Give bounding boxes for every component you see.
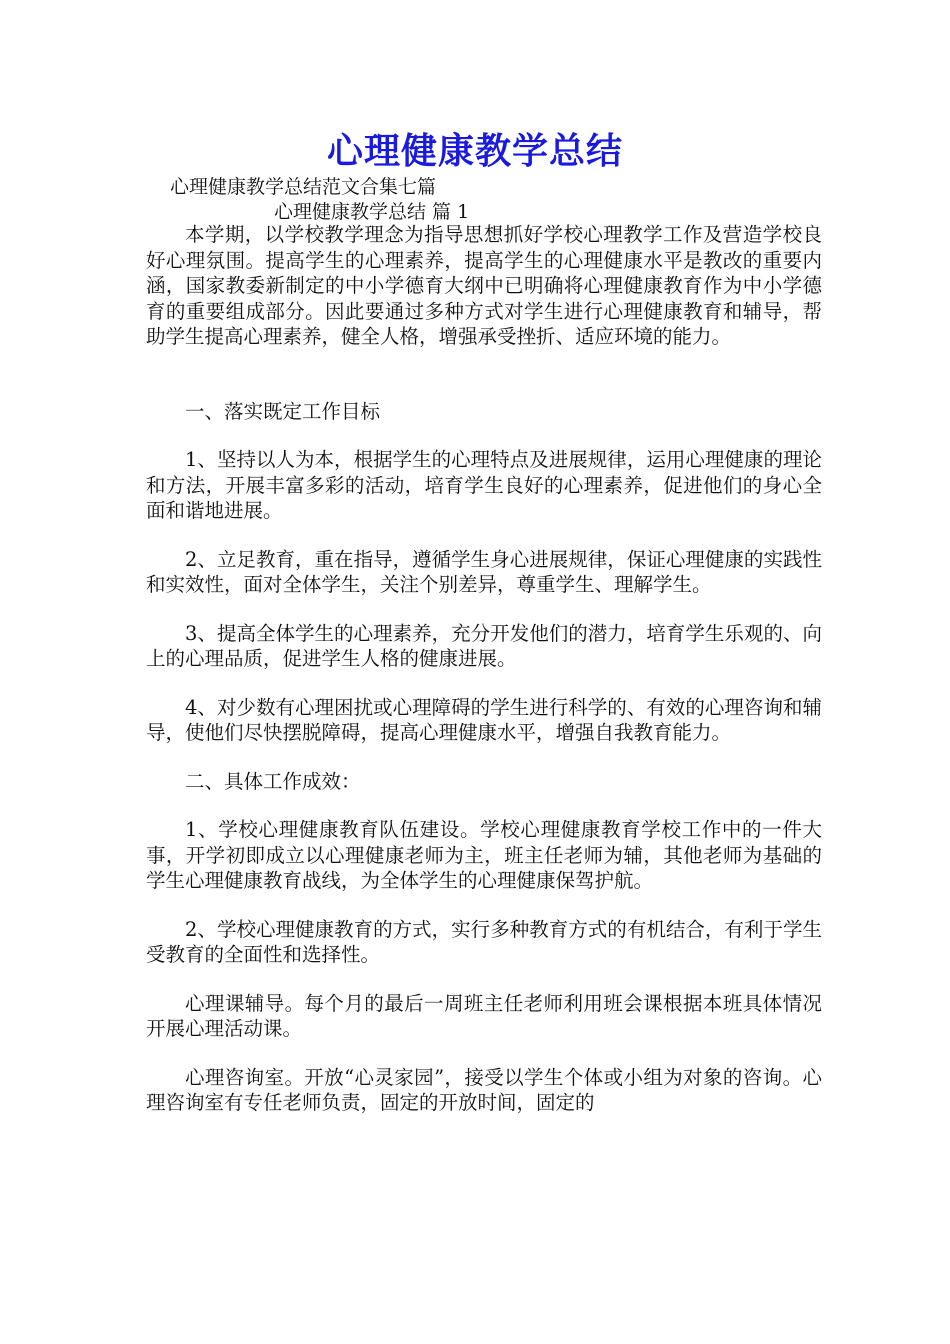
paragraph-result-2: 2、学校心理健康教育的方式，实行多种教育方式的有机结合，有利于学生受教育的全面性和选择性。 [146, 917, 822, 966]
paragraph-intro: 本学期，以学校教学理念为指导思想抓好学校心理教学工作及营造学校良好心理氛围。提高学生的心理素养，提高学生的心理健康水平是教改的重要内涵，国家教委新制定的中小学德育大纲中已明确将心理健康教育作为中小学德育的重要组成部分。因此要通过多种方式对学生进行心理健康教育和辅导，帮助学生提高心理素养，健全人格，增强承受挫折、适应环境的能力。 [146, 223, 822, 348]
document-title: 心理健康教学总结 [326, 130, 623, 172]
heading-results: 二、具体工作成效： [185, 769, 361, 793]
section-heading: 心理健康教学总结 篇 1 [274, 201, 470, 223]
document-body [146, 222, 822, 1116]
paragraph-counseling-class: 心理课辅导。每个月的最后一周班主任老师利用班会课根据本班具体情况开展心理活动课。 [146, 991, 822, 1040]
heading-goals: 一、落实既定工作目标 [185, 399, 381, 423]
paragraph-result-1: 1、学校心理健康教育队伍建设。学校心理健康教育学校工作中的一件大事，开学初即成立以心理健康老师为主，班主任老师为辅，其他老师为基础的学生心理健康教育战线，为全体学生的心理健康保驾护航。 [146, 818, 822, 892]
document-subtitle: 心理健康教学总结范文合集七篇 [170, 176, 437, 198]
paragraph-goal-3: 3、提高全体学生的心理素养，充分开发他们的潜力，培育学生乐观的、向上的心理品质，促进学生人格的健康进展。 [146, 621, 822, 670]
paragraph-counseling-room: 心理咨询室。开放“心灵家园”，接受以学生个体或小组为对象的咨询。心理咨询室有专任老师负责，固定的开放时间，固定的 [146, 1065, 822, 1114]
paragraph-goal-1: 1、坚持以人为本，根据学生的心理特点及进展规律，运用心理健康的理论和方法，开展丰富多彩的活动，培育学生良好的心理素养，促进他们的身心全面和谐地进展。 [146, 448, 822, 522]
paragraph-goal-2: 2、立足教育，重在指导，遵循学生身心进展规律，保证心理健康的实践性和实效性，面对全体学生，关注个别差异，尊重学生、理解学生。 [146, 547, 822, 596]
paragraph-goal-4: 4、对少数有心理困扰或心理障碍的学生进行科学的、有效的心理咨询和辅导，使他们尽快摆脱障碍，提高心理健康水平，增强自我教育能力。 [146, 695, 822, 744]
